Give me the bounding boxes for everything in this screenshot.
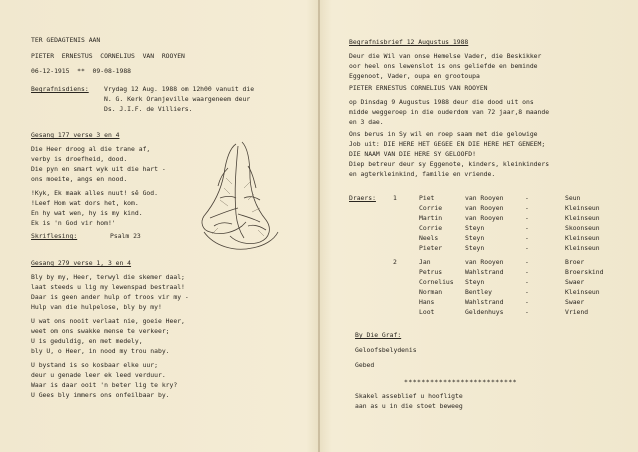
hymn1-line: Ek is 'n God vir hom!' [31,219,116,227]
bearer-first-name: Piet [419,194,435,202]
death-line: op Dinsdag 9 Augustus 1988 deur die dood uit ons [349,98,534,106]
bearer-relation: Kleinseun [565,234,600,242]
bearer-surname: van Rooyen [465,214,504,222]
deceased-name-right: PIETER ERNESTUS CORNELIUS VAN ROOYEN [349,84,488,92]
bearer-surname: Steyn [465,224,485,232]
bearer-surname: Bentley [465,288,492,296]
funeral-line: Ds. J.I.F. de Villiers. [104,105,193,113]
death-line: midde weggeroep in die ouderdom van 72 jaar,8 maande [349,108,550,116]
hymn1-line: verby is droefheid, dood. [31,155,128,163]
hymn2-line: U is geduldig, en met medely, [31,337,143,345]
hymn2-line: Hulp van die hulpelose, bly by my! [31,303,162,311]
bearer-relation: Skoonseun [565,224,600,232]
bearer-relation: Seun [565,194,581,202]
bearer-dash: - [525,214,529,222]
letter-title: Begrafnisbrief 12 Augustus 1988 [349,38,469,46]
hymn2-line: Bly by my, Heer, terwyl die skemer daal; [31,273,185,281]
bearer-surname: Steyn [465,234,485,242]
hymn1-line: En hy wat wen, hy is my kind. [31,209,143,217]
bearer-dash: - [525,308,529,316]
bearer-surname: van Rooyen [465,204,504,212]
grave-item: Gebed [355,361,375,369]
hymn1-title: Gesang 177 verse 3 en 4 [31,131,120,139]
intro-line: oor heel ons lewenslot is ons geliefde en beminde [349,62,538,70]
reading-label: Skriflesing: [31,232,78,240]
closing-line: Skakel asseblief u hoofligte [355,392,463,400]
bearers-group-number: 1 [393,194,397,202]
bearer-surname: Steyn [465,278,485,286]
grave-label: By Die Graf: [355,331,402,339]
message-line: Diep betreur deur sy Eggenote, kinders, kleinkinders [349,160,550,168]
separator-stars: ************************** [404,378,518,386]
hymn2-line: Daar is geen ander hulp of troos vir my - [31,293,189,301]
bearer-surname: Wahlstrand [465,298,504,306]
bearer-dash: - [525,298,529,306]
bearer-dash: - [525,194,529,202]
bearer-dash: - [525,224,529,232]
hymn1-line: Die pyn en smart wyk uit die hart - [31,165,166,173]
message-line: en agterkleinkind, familie en vriende. [349,170,496,178]
life-dates: 06-12-1915 ** 09-08-1988 [31,67,132,75]
bearer-first-name: Pieter [419,244,443,252]
bearer-first-name: Norman [419,288,443,296]
bearer-relation: Kleinseun [565,204,600,212]
hymn2-line: laat steeds u lig my lewenspad bestraal! [31,283,185,291]
message-line: DIE NAAM VAN DIE HERE SY GELOOFD! [349,150,476,158]
hymn2-title: Gesang 279 verse 1, 3 en 4 [31,259,132,267]
bearer-first-name: Neels [419,234,439,242]
hymn1-line: !Leef Hom wat dors het, kom. [31,199,139,207]
bearer-relation: Vriend [565,308,589,316]
bearer-dash: - [525,278,529,286]
bearer-dash: - [525,234,529,242]
bearer-dash: - [525,204,529,212]
bearer-surname: van Rooyen [465,194,504,202]
message-line: Job uit: DIE HERE HET GEGEE EN DIE HERE HET GENEEM; [349,140,546,148]
hymn1-line: ons moeite, angs en nood. [31,175,128,183]
bearer-surname: Geldenhuys [465,308,504,316]
bearer-first-name: Jan [419,258,431,266]
hymn2-line: U bystand is so kosbaar elke uur; [31,361,158,369]
memorial-heading: TER GEDAGTENIS AAN [31,36,101,44]
hymn1-line: Die Heer droog al die trane af, [31,145,151,153]
bearer-relation: Kleinseun [565,288,600,296]
bearer-dash: - [525,288,529,296]
bearers-label: Draers: [349,194,376,202]
reading-value: Psalm 23 [110,232,141,240]
hymn2-line: U wat ons nooit verlaat nie, goeie Heer, [31,317,185,325]
bearer-first-name: Corrie [419,204,443,212]
bearer-relation: Broerskind [565,268,604,276]
funeral-label: Begrafnisdiens: [31,85,89,93]
closing-line: aan as u in die stoet beweeg [355,402,463,410]
intro-line: Deur die Wil van onse Hemelse Vader, die Beskikker [349,52,542,60]
bearer-dash: - [525,244,529,252]
center-fold [318,0,320,452]
bearer-first-name: Martin [419,214,443,222]
bearer-surname: van Rooyen [465,258,504,266]
hymn2-line: bly U, o Heer, in nood my trou naby. [31,347,170,355]
message-line: Ons berus in Sy wil en roep saam met die gelowige [349,130,538,138]
intro-line: Eggenoot, Vader, oupa en grootoupa [349,72,480,80]
death-line: en 3 dae. [349,118,384,126]
bearer-relation: Swaer [565,298,585,306]
funeral-line: Vrydag 12 Aug. 1988 om 12h00 vanuit die [104,85,255,93]
bearer-relation: Swaer [565,278,585,286]
bearer-relation: Kleinseun [565,244,600,252]
bearer-relation: Kleinseun [565,214,600,222]
grave-item: Geloofsbelydenis [355,346,417,354]
bearer-first-name: Cornelius [419,278,454,286]
bearer-relation: Broer [565,258,585,266]
praying-hands-icon [190,138,290,256]
hymn2-line: U Gees bly immers ons onfeilbaar by. [31,391,170,399]
hymn2-line: Waar is daar ooit 'n beter lig te kry? [31,381,178,389]
bearer-first-name: Loot [419,308,435,316]
bearer-first-name: Corrie [419,224,443,232]
bearer-surname: Steyn [465,244,485,252]
bearers-group-number: 2 [393,258,397,266]
deceased-name: PIETER ERNESTUS CORNELIUS VAN ROOYEN [31,52,185,60]
hymn2-line: deur u genade leer ek leed verduur. [31,371,166,379]
bearer-surname: Wahlstrand [465,268,504,276]
bearer-first-name: Hans [419,298,435,306]
bearer-dash: - [525,258,529,266]
bearer-dash: - [525,268,529,276]
hymn2-line: weet om ons swakke mense te verkeer; [31,327,170,335]
hymn1-line: !Kyk, Ek maak alles nuut! sê God. [31,189,158,197]
funeral-line: N. G. Kerk Oranjeville waargeneem deur [104,95,251,103]
bearer-first-name: Petrus [419,268,443,276]
